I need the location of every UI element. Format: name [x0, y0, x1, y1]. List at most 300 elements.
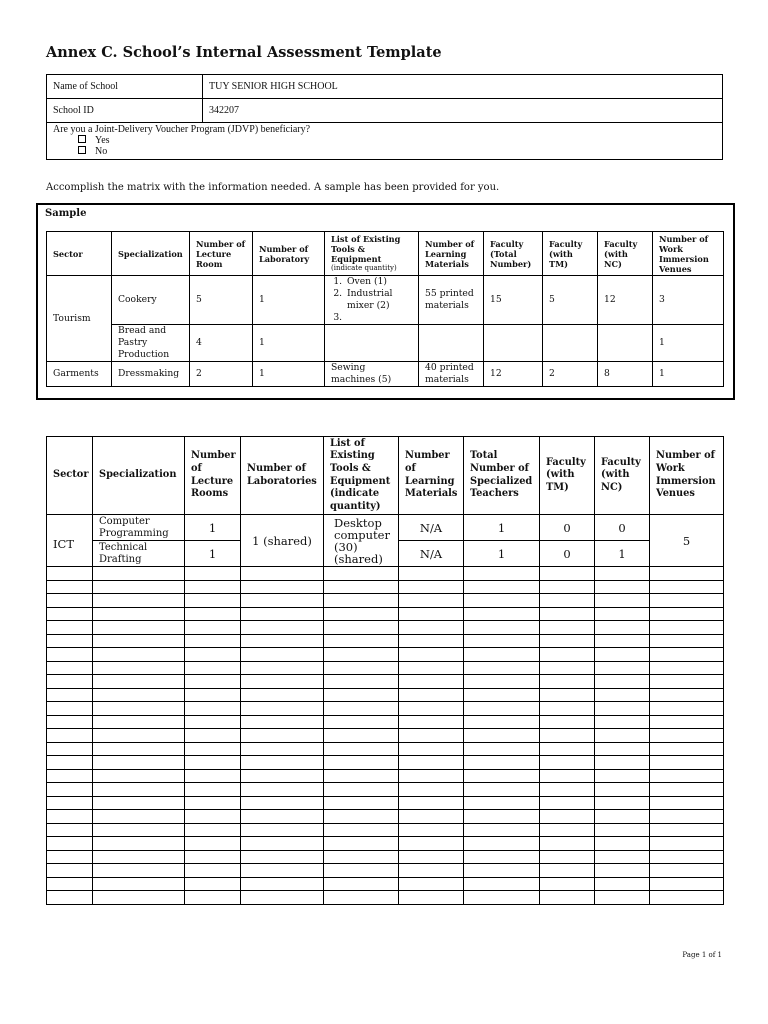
instructions: Accomplish the matrix with the information needed. A sample has been provided for you. — [46, 182, 500, 193]
matrix-empty-cell[interactable] — [324, 715, 399, 729]
matrix-empty-cell[interactable] — [185, 702, 241, 716]
matrix-empty-cell[interactable] — [399, 837, 464, 851]
matrix-empty-cell[interactable] — [464, 675, 540, 689]
page-number: Page 1 of 1 — [682, 951, 722, 959]
matrix-empty-cell[interactable] — [324, 783, 399, 797]
matrix-empty-cell[interactable] — [399, 891, 464, 905]
matrix-empty-cell[interactable] — [464, 634, 540, 648]
matrix-empty-cell[interactable] — [650, 756, 724, 770]
matrix-empty-cell[interactable] — [47, 729, 93, 743]
matrix-empty-cell[interactable] — [399, 823, 464, 837]
matrix-empty-cell[interactable] — [185, 837, 241, 851]
matrix-empty-cell[interactable] — [324, 837, 399, 851]
matrix-empty-cell[interactable] — [540, 621, 595, 635]
matrix-empty-cell[interactable] — [399, 769, 464, 783]
matrix-empty-cell[interactable] — [540, 783, 595, 797]
matrix-materials[interactable]: N/A — [399, 515, 464, 541]
matrix-empty-cell[interactable] — [540, 823, 595, 837]
matrix-empty-cell[interactable] — [399, 607, 464, 621]
matrix-empty-cell[interactable] — [540, 850, 595, 864]
matrix-empty-cell[interactable] — [399, 648, 464, 662]
matrix-empty-cell[interactable] — [241, 715, 324, 729]
matrix-empty-cell[interactable] — [464, 621, 540, 635]
matrix-specialization[interactable]: Technical Drafting — [93, 541, 185, 567]
matrix-empty-cell[interactable] — [324, 702, 399, 716]
matrix-empty-cell[interactable] — [595, 742, 650, 756]
matrix-empty-cell[interactable] — [47, 648, 93, 662]
matrix-blank-row — [47, 769, 724, 783]
sample-tool-item — [345, 312, 412, 324]
matrix-empty-cell[interactable] — [241, 742, 324, 756]
matrix-empty-cell[interactable] — [399, 594, 464, 608]
matrix-empty-cell[interactable] — [47, 850, 93, 864]
sample-materials: 40 printed materials — [419, 362, 484, 387]
matrix-empty-cell[interactable] — [93, 850, 185, 864]
matrix-empty-cell[interactable] — [93, 823, 185, 837]
matrix-empty-cell[interactable] — [241, 580, 324, 594]
matrix-empty-cell[interactable] — [241, 729, 324, 743]
matrix-empty-cell[interactable] — [464, 837, 540, 851]
matrix-faculty-tm[interactable]: 0 — [540, 541, 595, 567]
sample-immersion: 1 — [653, 362, 724, 387]
matrix-empty-cell[interactable] — [650, 702, 724, 716]
matrix-empty-cell[interactable] — [540, 877, 595, 891]
matrix-empty-cell[interactable] — [241, 783, 324, 797]
matrix-empty-cell[interactable] — [595, 729, 650, 743]
matrix-empty-cell[interactable] — [241, 675, 324, 689]
matrix-empty-cell[interactable] — [595, 621, 650, 635]
matrix-empty-cell[interactable] — [595, 607, 650, 621]
matrix-empty-cell[interactable] — [47, 634, 93, 648]
matrix-empty-cell[interactable] — [47, 621, 93, 635]
matrix-empty-cell[interactable] — [93, 837, 185, 851]
matrix-empty-cell[interactable] — [324, 742, 399, 756]
matrix-empty-cell[interactable] — [464, 742, 540, 756]
matrix-empty-cell[interactable] — [47, 580, 93, 594]
matrix-empty-cell[interactable] — [464, 702, 540, 716]
sample-sector-tourism: Tourism — [47, 276, 112, 362]
matrix-empty-cell[interactable] — [93, 769, 185, 783]
matrix-immersion[interactable]: 5 — [650, 515, 724, 567]
matrix-empty-cell[interactable] — [595, 675, 650, 689]
matrix-empty-cell[interactable] — [464, 567, 540, 581]
matrix-empty-cell[interactable] — [464, 796, 540, 810]
matrix-empty-cell[interactable] — [93, 756, 185, 770]
matrix-empty-cell[interactable] — [464, 715, 540, 729]
school-name-value: TUY SENIOR HIGH SCHOOL — [203, 75, 723, 99]
matrix-empty-cell[interactable] — [464, 661, 540, 675]
matrix-empty-cell[interactable] — [47, 891, 93, 905]
matrix-empty-cell[interactable] — [464, 648, 540, 662]
matrix-empty-cell[interactable] — [93, 648, 185, 662]
matrix-empty-cell[interactable] — [464, 877, 540, 891]
matrix-blank-row — [47, 715, 724, 729]
matrix-empty-cell[interactable] — [540, 634, 595, 648]
matrix-empty-cell[interactable] — [185, 823, 241, 837]
matrix-empty-cell[interactable] — [540, 715, 595, 729]
matrix-empty-cell[interactable] — [650, 810, 724, 824]
matrix-empty-cell[interactable] — [47, 756, 93, 770]
matrix-empty-cell[interactable] — [241, 756, 324, 770]
matrix-empty-cell[interactable] — [185, 675, 241, 689]
matrix-blank-row — [47, 864, 724, 878]
checkbox-icon[interactable] — [78, 135, 86, 143]
matrix-empty-cell[interactable] — [93, 594, 185, 608]
matrix-specialization[interactable]: Computer Programming — [93, 515, 185, 541]
matrix-empty-cell[interactable] — [47, 594, 93, 608]
matrix-empty-cell[interactable] — [185, 810, 241, 824]
matrix-empty-cell[interactable] — [47, 688, 93, 702]
matrix-empty-cell[interactable] — [324, 675, 399, 689]
matrix-empty-cell[interactable] — [464, 891, 540, 905]
matrix-empty-cell[interactable] — [595, 594, 650, 608]
matrix-empty-cell[interactable] — [650, 567, 724, 581]
sample-tools — [325, 325, 419, 362]
matrix-empty-cell[interactable] — [540, 594, 595, 608]
matrix-empty-cell[interactable] — [595, 688, 650, 702]
matrix-empty-cell[interactable] — [650, 850, 724, 864]
matrix-empty-cell[interactable] — [595, 823, 650, 837]
matrix-empty-cell[interactable] — [399, 864, 464, 878]
matrix-empty-cell[interactable] — [540, 729, 595, 743]
checkbox-icon[interactable] — [78, 146, 86, 154]
matrix-empty-cell[interactable] — [650, 607, 724, 621]
matrix-empty-cell[interactable] — [464, 607, 540, 621]
matrix-empty-cell[interactable] — [650, 783, 724, 797]
matrix-empty-cell[interactable] — [185, 877, 241, 891]
sample-lab: 1 — [253, 362, 325, 387]
matrix-empty-cell[interactable] — [399, 729, 464, 743]
sample-materials — [419, 325, 484, 362]
matrix-empty-cell[interactable] — [595, 634, 650, 648]
matrix-empty-cell[interactable] — [595, 864, 650, 878]
matrix-empty-cell[interactable] — [464, 580, 540, 594]
matrix-empty-cell[interactable] — [650, 864, 724, 878]
sample-label: Sample — [45, 208, 87, 219]
matrix-header-faculty-tm: Faculty (with TM) — [540, 437, 595, 515]
matrix-empty-cell[interactable] — [399, 810, 464, 824]
matrix-empty-cell[interactable] — [399, 580, 464, 594]
matrix-empty-cell[interactable] — [93, 796, 185, 810]
matrix-empty-cell[interactable] — [47, 783, 93, 797]
matrix-empty-cell[interactable] — [241, 702, 324, 716]
matrix-empty-cell[interactable] — [595, 850, 650, 864]
matrix-empty-cell[interactable] — [241, 850, 324, 864]
matrix-empty-cell[interactable] — [324, 796, 399, 810]
jdvp-option-yes[interactable] — [53, 135, 716, 146]
matrix-empty-cell[interactable] — [185, 580, 241, 594]
matrix-sector-ict[interactable]: ICT — [47, 515, 93, 567]
matrix-empty-cell[interactable] — [595, 769, 650, 783]
matrix-empty-cell[interactable] — [324, 607, 399, 621]
matrix-empty-cell[interactable] — [540, 675, 595, 689]
matrix-empty-cell[interactable] — [399, 783, 464, 797]
matrix-blank-row — [47, 837, 724, 851]
matrix-empty-cell[interactable] — [185, 891, 241, 905]
matrix-empty-cell[interactable] — [540, 702, 595, 716]
matrix-empty-cell[interactable] — [185, 715, 241, 729]
matrix-empty-cell[interactable] — [540, 580, 595, 594]
matrix-empty-cell[interactable] — [93, 891, 185, 905]
matrix-empty-cell[interactable] — [540, 769, 595, 783]
matrix-empty-cell[interactable] — [595, 661, 650, 675]
matrix-empty-cell[interactable] — [93, 729, 185, 743]
matrix-empty-cell[interactable] — [650, 580, 724, 594]
matrix-empty-cell[interactable] — [93, 607, 185, 621]
matrix-empty-cell[interactable] — [595, 702, 650, 716]
matrix-empty-cell[interactable] — [185, 864, 241, 878]
matrix-empty-cell[interactable] — [185, 688, 241, 702]
matrix-empty-cell[interactable] — [595, 810, 650, 824]
matrix-empty-cell[interactable] — [241, 688, 324, 702]
jdvp-option-no[interactable] — [53, 146, 716, 157]
matrix-empty-cell[interactable] — [540, 891, 595, 905]
matrix-empty-cell[interactable] — [399, 877, 464, 891]
matrix-empty-cell[interactable] — [241, 594, 324, 608]
matrix-empty-cell[interactable] — [595, 580, 650, 594]
matrix-empty-cell[interactable] — [595, 877, 650, 891]
matrix-empty-cell[interactable] — [650, 648, 724, 662]
matrix-empty-cell[interactable] — [464, 594, 540, 608]
sample-header-tools-note: (indicate quantity) — [331, 264, 397, 272]
matrix-empty-cell[interactable] — [650, 837, 724, 851]
matrix-empty-cell[interactable] — [93, 634, 185, 648]
matrix-empty-cell[interactable] — [47, 823, 93, 837]
matrix-empty-cell[interactable] — [93, 810, 185, 824]
matrix-empty-cell[interactable] — [399, 850, 464, 864]
matrix-empty-cell[interactable] — [399, 634, 464, 648]
matrix-empty-cell[interactable] — [47, 702, 93, 716]
matrix-empty-cell[interactable] — [324, 864, 399, 878]
matrix-empty-cell[interactable] — [399, 796, 464, 810]
matrix-blank-row — [47, 783, 724, 797]
matrix-empty-cell[interactable] — [399, 661, 464, 675]
matrix-empty-cell[interactable] — [595, 756, 650, 770]
matrix-empty-cell[interactable] — [595, 783, 650, 797]
matrix-lecture-rooms[interactable]: 1 — [185, 515, 241, 541]
matrix-empty-cell[interactable] — [241, 891, 324, 905]
matrix-empty-cell[interactable] — [464, 756, 540, 770]
matrix-empty-cell[interactable] — [241, 796, 324, 810]
matrix-empty-cell[interactable] — [47, 864, 93, 878]
sample-faculty-tm: 2 — [543, 362, 598, 387]
matrix-header-laboratories: Number of Laboratories — [241, 437, 324, 515]
matrix-empty-cell[interactable] — [540, 837, 595, 851]
matrix-empty-cell[interactable] — [650, 742, 724, 756]
matrix-empty-cell[interactable] — [241, 837, 324, 851]
matrix-empty-cell[interactable] — [650, 661, 724, 675]
matrix-empty-cell[interactable] — [650, 594, 724, 608]
matrix-empty-cell[interactable] — [47, 769, 93, 783]
matrix-faculty-nc[interactable]: 0 — [595, 515, 650, 541]
matrix-empty-cell[interactable] — [324, 756, 399, 770]
matrix-laboratories[interactable]: 1 (shared) — [241, 515, 324, 567]
matrix-empty-cell[interactable] — [324, 877, 399, 891]
matrix-empty-cell[interactable] — [185, 742, 241, 756]
matrix-empty-cell[interactable] — [464, 783, 540, 797]
matrix-empty-cell[interactable] — [650, 769, 724, 783]
matrix-empty-cell[interactable] — [324, 580, 399, 594]
matrix-empty-cell[interactable] — [540, 607, 595, 621]
matrix-empty-cell[interactable] — [185, 661, 241, 675]
matrix-empty-cell[interactable] — [324, 567, 399, 581]
matrix-empty-cell[interactable] — [324, 769, 399, 783]
sample-faculty-nc: 8 — [598, 362, 653, 387]
matrix-empty-cell[interactable] — [324, 729, 399, 743]
matrix-empty-cell[interactable] — [650, 675, 724, 689]
matrix-empty-cell[interactable] — [324, 594, 399, 608]
matrix-empty-cell[interactable] — [185, 634, 241, 648]
matrix-empty-cell[interactable] — [241, 621, 324, 635]
matrix-empty-cell[interactable] — [47, 796, 93, 810]
matrix-empty-cell[interactable] — [93, 742, 185, 756]
matrix-empty-cell[interactable] — [241, 769, 324, 783]
matrix-empty-cell[interactable] — [540, 567, 595, 581]
matrix-empty-cell[interactable] — [241, 648, 324, 662]
matrix-empty-cell[interactable] — [650, 688, 724, 702]
matrix-empty-cell[interactable] — [540, 756, 595, 770]
matrix-empty-cell[interactable] — [93, 877, 185, 891]
matrix-empty-cell[interactable] — [47, 810, 93, 824]
matrix-empty-cell[interactable] — [93, 864, 185, 878]
matrix-faculty-tm[interactable]: 0 — [540, 515, 595, 541]
matrix-empty-cell[interactable] — [93, 702, 185, 716]
sample-header-tools — [325, 232, 419, 276]
sample-tool-item: 2. Industrial mixer (2) — [345, 288, 412, 312]
matrix-empty-cell[interactable] — [185, 607, 241, 621]
matrix-empty-cell[interactable] — [185, 769, 241, 783]
matrix-empty-cell[interactable] — [241, 567, 324, 581]
matrix-empty-cell[interactable] — [241, 823, 324, 837]
matrix-empty-cell[interactable] — [185, 783, 241, 797]
matrix-empty-cell[interactable] — [595, 837, 650, 851]
matrix-empty-cell[interactable] — [464, 850, 540, 864]
matrix-empty-cell[interactable] — [324, 823, 399, 837]
matrix-empty-cell[interactable] — [464, 864, 540, 878]
matrix-empty-cell[interactable] — [47, 661, 93, 675]
matrix-empty-cell[interactable] — [324, 891, 399, 905]
matrix-empty-cell[interactable] — [399, 675, 464, 689]
matrix-empty-cell[interactable] — [324, 648, 399, 662]
matrix-empty-cell[interactable] — [650, 634, 724, 648]
sample-lab: 1 — [253, 325, 325, 362]
matrix-empty-cell[interactable] — [93, 688, 185, 702]
matrix-empty-cell[interactable] — [47, 837, 93, 851]
matrix-empty-cell[interactable] — [399, 702, 464, 716]
matrix-empty-cell[interactable] — [185, 621, 241, 635]
matrix-empty-cell[interactable] — [93, 675, 185, 689]
matrix-empty-cell[interactable] — [324, 850, 399, 864]
matrix-empty-cell[interactable] — [324, 634, 399, 648]
matrix-empty-cell[interactable] — [185, 567, 241, 581]
matrix-empty-cell[interactable] — [595, 891, 650, 905]
matrix-faculty-nc[interactable]: 1 — [595, 541, 650, 567]
matrix-empty-cell[interactable] — [464, 823, 540, 837]
matrix-empty-cell[interactable] — [93, 580, 185, 594]
matrix-empty-cell[interactable] — [650, 823, 724, 837]
matrix-empty-cell[interactable] — [241, 634, 324, 648]
matrix-empty-cell[interactable] — [595, 648, 650, 662]
matrix-empty-cell[interactable] — [595, 567, 650, 581]
matrix-empty-cell[interactable] — [540, 648, 595, 662]
matrix-empty-cell[interactable] — [241, 607, 324, 621]
matrix-empty-cell[interactable] — [650, 621, 724, 635]
matrix-lecture-rooms[interactable]: 1 — [185, 541, 241, 567]
school-info-table — [46, 74, 723, 160]
matrix-empty-cell[interactable] — [93, 621, 185, 635]
matrix-empty-cell[interactable] — [324, 661, 399, 675]
matrix-empty-cell[interactable] — [241, 864, 324, 878]
matrix-empty-cell[interactable] — [47, 715, 93, 729]
matrix-empty-cell[interactable] — [93, 783, 185, 797]
sample-faculty-total: 12 — [484, 362, 543, 387]
matrix-empty-cell[interactable] — [399, 567, 464, 581]
matrix-empty-cell[interactable] — [185, 729, 241, 743]
matrix-empty-cell[interactable] — [650, 877, 724, 891]
matrix-empty-cell[interactable] — [185, 850, 241, 864]
matrix-empty-cell[interactable] — [241, 810, 324, 824]
matrix-teachers[interactable]: 1 — [464, 541, 540, 567]
matrix-empty-cell[interactable] — [464, 688, 540, 702]
matrix-teachers[interactable]: 1 — [464, 515, 540, 541]
matrix-empty-cell[interactable] — [650, 796, 724, 810]
matrix-empty-cell[interactable] — [324, 810, 399, 824]
matrix-empty-cell[interactable] — [47, 742, 93, 756]
matrix-empty-cell[interactable] — [241, 661, 324, 675]
matrix-empty-cell[interactable] — [464, 729, 540, 743]
matrix-empty-cell[interactable] — [650, 715, 724, 729]
matrix-empty-cell[interactable] — [47, 675, 93, 689]
matrix-empty-cell[interactable] — [650, 729, 724, 743]
matrix-empty-cell[interactable] — [324, 688, 399, 702]
sample-header-faculty-tm: Faculty (with TM) — [543, 232, 598, 276]
matrix-empty-cell[interactable] — [185, 756, 241, 770]
matrix-empty-cell[interactable] — [399, 715, 464, 729]
matrix-empty-cell[interactable] — [540, 688, 595, 702]
matrix-empty-cell[interactable] — [399, 621, 464, 635]
matrix-empty-cell[interactable] — [324, 621, 399, 635]
matrix-empty-cell[interactable] — [47, 877, 93, 891]
matrix-empty-cell[interactable] — [464, 769, 540, 783]
matrix-empty-cell[interactable] — [650, 891, 724, 905]
matrix-empty-cell[interactable] — [464, 810, 540, 824]
matrix-empty-cell[interactable] — [540, 742, 595, 756]
matrix-empty-cell[interactable] — [540, 864, 595, 878]
matrix-blank-row — [47, 661, 724, 675]
matrix-empty-cell[interactable] — [540, 661, 595, 675]
matrix-empty-cell[interactable] — [540, 796, 595, 810]
matrix-empty-cell[interactable] — [185, 648, 241, 662]
matrix-materials[interactable]: N/A — [399, 541, 464, 567]
matrix-blank-row — [47, 729, 724, 743]
matrix-empty-cell[interactable] — [595, 796, 650, 810]
matrix-empty-cell[interactable] — [93, 715, 185, 729]
matrix-empty-cell[interactable] — [47, 567, 93, 581]
matrix-empty-cell[interactable] — [595, 715, 650, 729]
matrix-empty-cell[interactable] — [399, 688, 464, 702]
matrix-blank-row — [47, 648, 724, 662]
matrix-empty-cell[interactable] — [399, 756, 464, 770]
matrix-empty-cell[interactable] — [399, 742, 464, 756]
matrix-empty-cell[interactable] — [241, 877, 324, 891]
matrix-empty-cell[interactable] — [185, 796, 241, 810]
matrix-tools[interactable]: Desktop computer (30) (shared) — [324, 515, 399, 567]
matrix-empty-cell[interactable] — [540, 810, 595, 824]
matrix-empty-cell[interactable] — [47, 607, 93, 621]
matrix-empty-cell[interactable] — [93, 567, 185, 581]
matrix-empty-cell[interactable] — [185, 594, 241, 608]
matrix-empty-cell[interactable] — [93, 661, 185, 675]
